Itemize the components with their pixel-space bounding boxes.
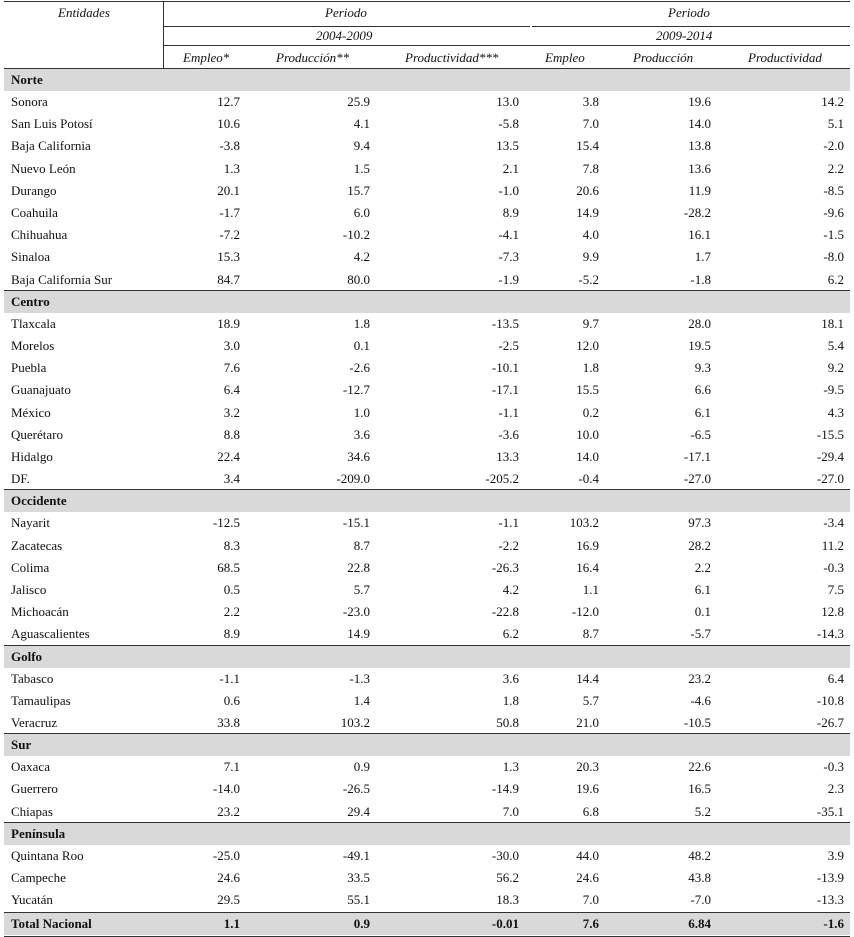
row-1-1-value-4: 19.5 <box>688 338 711 353</box>
row-0-7-value-3: 9.9 <box>582 249 599 264</box>
row-0-7-value-5: -8.0 <box>823 249 844 264</box>
col-header-productividad-1: Productividad*** <box>405 50 499 65</box>
row-0-6-value-4: 16.1 <box>688 227 711 242</box>
row-1-7-value-5: -27.0 <box>816 471 844 486</box>
row-2-4-entity: Michoacán <box>11 604 69 619</box>
row-5-0-value-1: -49.1 <box>342 848 370 863</box>
row-0-1-entity: San Luis Potosí <box>11 116 93 131</box>
row-4-0-value-4: 22.6 <box>688 759 711 774</box>
row-1-5-value-1: 3.6 <box>353 427 370 442</box>
row-4-0-value-2: 1.3 <box>502 759 519 774</box>
row-4-0-value-0: 7.1 <box>223 759 240 774</box>
row-0-4-value-4: 11.9 <box>688 183 711 198</box>
row-0-4-value-1: 15.7 <box>347 183 370 198</box>
row-0-7-value-4: 1.7 <box>694 249 711 264</box>
row-3-2-value-2: 50.8 <box>496 715 519 730</box>
row-0-3-value-2: 2.1 <box>502 161 519 176</box>
row-0-5-value-2: 8.9 <box>502 205 519 220</box>
row-3-2-entity: Veracruz <box>11 715 58 730</box>
row-1-1-value-3: 12.0 <box>576 338 599 353</box>
row-0-3-value-5: 2.2 <box>827 161 844 176</box>
row-0-8-value-5: 6.2 <box>827 272 844 287</box>
col-header-empleo-1: Empleo* <box>183 50 230 65</box>
row-2-5-value-0: 8.9 <box>223 626 240 641</box>
row-2-3-value-2: 4.2 <box>502 582 519 597</box>
row-2-0-value-3: 103.2 <box>569 515 599 530</box>
row-4-1-value-2: -14.9 <box>491 781 519 796</box>
row-2-2-value-4: 2.2 <box>694 560 711 575</box>
row-2-3-value-1: 5.7 <box>353 582 370 597</box>
row-4-0-value-5: -0.3 <box>823 759 844 774</box>
row-2-4-value-2: -22.8 <box>491 604 519 619</box>
row-0-3-value-4: 13.6 <box>688 161 711 176</box>
row-2-0-value-4: 97.3 <box>688 515 711 530</box>
row-1-6-value-1: 34.6 <box>347 449 370 464</box>
row-2-4-value-4: 0.1 <box>694 604 711 619</box>
row-2-4-value-0: 2.2 <box>223 604 240 619</box>
row-2-3-value-3: 1.1 <box>582 582 599 597</box>
row-5-0-value-4: 48.2 <box>688 848 711 863</box>
row-total-value-4: 6.84 <box>688 916 711 931</box>
row-0-1-value-3: 7.0 <box>582 116 599 131</box>
row-0-2-value-5: -2.0 <box>823 138 844 153</box>
periodo-right-header: Periodo <box>668 5 710 20</box>
row-0-2-entity: Baja California <box>11 138 91 153</box>
row-1-2-value-0: 7.6 <box>223 360 240 375</box>
row-1-3-value-1: -12.7 <box>342 382 370 397</box>
row-0-4-value-2: -1.0 <box>498 183 519 198</box>
row-0-5-value-0: -1.7 <box>219 205 240 220</box>
row-0-8-entity: Baja California Sur <box>11 272 113 287</box>
row-0-4-value-0: 20.1 <box>217 183 240 198</box>
row-2-1-entity: Zacatecas <box>11 538 63 553</box>
row-5-2-value-5: -13.3 <box>816 892 844 907</box>
row-1-2-entity: Puebla <box>11 360 47 375</box>
row-2-1-value-0: 8.3 <box>223 538 240 553</box>
row-0-7-value-0: 15.3 <box>217 249 240 264</box>
row-1-2-value-2: -10.1 <box>491 360 519 375</box>
row-2-0-value-2: -1.1 <box>498 515 519 530</box>
row-2-1-value-2: -2.2 <box>498 538 519 553</box>
row-3-1-value-2: 1.8 <box>502 693 519 708</box>
row-0-2-value-2: 13.5 <box>496 138 519 153</box>
row-5-2-value-1: 55.1 <box>347 892 370 907</box>
row-4-0-value-1: 0.9 <box>353 759 370 774</box>
row-2-0-value-1: -15.1 <box>342 515 370 530</box>
row-4-2-value-0: 23.2 <box>217 804 240 819</box>
row-0-1-value-5: 5.1 <box>827 116 844 131</box>
row-1-6-value-2: 13.3 <box>496 449 519 464</box>
row-0-1-value-1: 4.1 <box>353 116 370 131</box>
row-1-2-value-1: -2.6 <box>349 360 370 375</box>
period-left-rule <box>163 26 530 27</box>
row-total-value-1: 0.9 <box>353 916 370 931</box>
row-4-1-value-4: 16.5 <box>688 781 711 796</box>
row-1-5-value-5: -15.5 <box>816 427 844 442</box>
row-1-0-value-0: 18.9 <box>217 316 240 331</box>
row-2-5-value-1: 14.9 <box>347 626 370 641</box>
row-0-3-value-3: 7.8 <box>582 161 599 176</box>
row-1-3-value-2: -17.1 <box>491 382 519 397</box>
row-3-1-value-1: 1.4 <box>353 693 370 708</box>
row-1-7-entity: DF. <box>11 471 30 486</box>
region-1-label: Centro <box>11 293 50 309</box>
row-0-6-entity: Chihuahua <box>11 227 68 242</box>
row-1-2-value-3: 1.8 <box>582 360 599 375</box>
row-1-0-value-5: 18.1 <box>821 316 844 331</box>
row-4-2-entity: Chiapas <box>11 804 53 819</box>
row-3-2-value-0: 33.8 <box>217 715 240 730</box>
row-0-8-value-2: -1.9 <box>498 272 519 287</box>
row-3-0-value-0: -1.1 <box>219 671 240 686</box>
row-3-2-value-4: -10.5 <box>683 715 711 730</box>
row-0-4-value-3: 20.6 <box>576 183 599 198</box>
row-0-6-value-5: -1.5 <box>823 227 844 242</box>
row-4-2-value-1: 29.4 <box>347 804 370 819</box>
row-2-2-value-5: -0.3 <box>823 560 844 575</box>
row-3-1-value-0: 0.6 <box>223 693 240 708</box>
row-3-0-value-1: -1.3 <box>349 671 370 686</box>
row-3-2-value-1: 103.2 <box>340 715 370 730</box>
row-3-2-value-5: -26.7 <box>816 715 844 730</box>
row-5-2-value-0: 29.5 <box>217 892 240 907</box>
region-5-label: Península <box>11 825 66 841</box>
row-2-0-value-0: -12.5 <box>212 515 240 530</box>
row-2-3-entity: Jalisco <box>11 582 47 597</box>
row-4-0-value-3: 20.3 <box>576 759 599 774</box>
row-3-0-value-2: 3.6 <box>502 671 519 686</box>
row-1-5-value-2: -3.6 <box>498 427 519 442</box>
row-1-0-value-2: -13.5 <box>491 316 519 331</box>
row-5-0-value-3: 44.0 <box>576 848 599 863</box>
row-0-5-entity: Coahuila <box>11 205 58 220</box>
row-1-0-value-4: 28.0 <box>688 316 711 331</box>
col-header-produccion-2: Producción <box>633 50 694 65</box>
row-1-4-entity: México <box>11 405 51 420</box>
row-1-4-value-1: 1.0 <box>353 405 370 420</box>
row-0-0-value-4: 19.6 <box>688 94 711 109</box>
region-0-band <box>4 69 850 91</box>
row-1-7-value-4: -27.0 <box>683 471 711 486</box>
col-header-productividad-2: Productividad <box>748 50 822 65</box>
row-1-0-entity: Tlaxcala <box>11 316 56 331</box>
row-2-2-entity: Colima <box>11 560 50 575</box>
row-total-value-0: 1.1 <box>223 916 240 931</box>
row-2-5-value-2: 6.2 <box>502 626 519 641</box>
row-5-0-value-0: -25.0 <box>212 848 240 863</box>
row-5-2-value-2: 18.3 <box>496 892 519 907</box>
range-rule <box>163 45 850 46</box>
row-0-5-value-5: -9.6 <box>823 205 844 220</box>
row-3-1-value-4: -4.6 <box>690 693 711 708</box>
row-1-2-value-5: 9.2 <box>827 360 844 375</box>
region-0-label: Norte <box>11 72 43 87</box>
row-1-6-value-4: -17.1 <box>683 449 711 464</box>
row-1-5-value-0: 8.8 <box>223 427 240 442</box>
entidades-header: Entidades <box>58 5 110 20</box>
row-2-3-value-5: 7.5 <box>827 582 844 597</box>
row-0-8-value-4: -1.8 <box>690 272 711 287</box>
row-1-2-value-4: 9.3 <box>694 360 711 375</box>
row-1-6-entity: Hidalgo <box>11 449 53 464</box>
row-4-1-value-3: 19.6 <box>576 781 599 796</box>
row-2-5-value-5: -14.3 <box>816 626 844 641</box>
row-0-0-entity: Sonora <box>11 94 48 109</box>
row-0-0-value-2: 13.0 <box>496 94 519 109</box>
region-4-label: Sur <box>11 737 32 753</box>
row-1-7-value-1: -209.0 <box>336 471 370 486</box>
row-0-6-value-1: -10.2 <box>342 227 370 242</box>
col-header-produccion-1: Producción** <box>276 50 350 65</box>
row-2-3-value-0: 0.5 <box>223 582 240 597</box>
row-3-0-value-5: 6.4 <box>827 671 844 686</box>
row-4-1-value-0: -14.0 <box>212 781 240 796</box>
row-0-2-value-4: 13.8 <box>688 138 711 153</box>
row-1-1-value-2: -2.5 <box>498 338 519 353</box>
row-4-1-value-1: -26.5 <box>342 781 370 796</box>
row-0-0-value-0: 12.7 <box>217 94 240 109</box>
row-2-3-value-4: 6.1 <box>694 582 711 597</box>
row-2-1-value-3: 16.9 <box>576 538 599 553</box>
row-1-3-value-0: 6.4 <box>223 382 240 397</box>
row-5-2-entity: Yucatán <box>11 892 53 907</box>
row-4-2-value-2: 7.0 <box>502 804 519 819</box>
row-0-8-value-0: 84.7 <box>217 272 240 287</box>
region-3-band <box>4 646 850 668</box>
row-4-1-value-5: 2.3 <box>827 781 844 796</box>
row-1-4-value-3: 0.2 <box>582 405 599 420</box>
row-3-1-value-5: -10.8 <box>816 693 844 708</box>
row-0-0-value-1: 25.9 <box>347 94 370 109</box>
column-separator <box>163 1 164 68</box>
row-5-1-value-1: 33.5 <box>347 870 370 885</box>
range-left-header: 2004-2009 <box>316 28 373 43</box>
row-2-1-value-1: 8.7 <box>353 538 370 553</box>
row-total-value-2: -0.01 <box>491 916 519 931</box>
row-5-0-value-2: -30.0 <box>491 848 519 863</box>
row-2-5-value-3: 8.7 <box>582 626 599 641</box>
row-1-1-value-1: 0.1 <box>353 338 370 353</box>
row-2-4-value-5: 12.8 <box>821 604 844 619</box>
row-0-2-value-3: 15.4 <box>576 138 599 153</box>
region-3-label: Golfo <box>11 648 43 664</box>
row-2-1-value-5: 11.2 <box>821 538 844 553</box>
period-right-rule <box>532 26 850 27</box>
row-5-0-entity: Quintana Roo <box>11 848 84 863</box>
row-0-6-value-2: -4.1 <box>498 227 519 242</box>
row-1-6-value-5: -29.4 <box>816 449 844 464</box>
row-1-3-value-4: 6.6 <box>694 382 711 397</box>
row-1-3-entity: Guanajuato <box>11 382 71 397</box>
row-0-5-value-4: -28.2 <box>683 205 711 220</box>
range-right-header: 2009-2014 <box>656 28 713 43</box>
row-5-1-value-2: 56.2 <box>496 870 519 885</box>
row-0-7-value-2: -7.3 <box>498 249 519 264</box>
row-2-4-value-3: -12.0 <box>571 604 599 619</box>
row-2-2-value-2: -26.3 <box>491 560 519 575</box>
row-1-1-value-0: 3.0 <box>223 338 240 353</box>
row-0-1-value-4: 14.0 <box>688 116 711 131</box>
region-2-label: Occidente <box>11 493 67 509</box>
row-1-6-value-0: 22.4 <box>217 449 240 464</box>
region-1-band <box>4 291 850 313</box>
row-2-5-value-4: -5.7 <box>690 626 711 641</box>
row-5-1-value-4: 43.8 <box>688 870 711 885</box>
row-4-2-value-3: 6.8 <box>582 804 599 819</box>
region-5-band <box>4 823 850 845</box>
row-0-1-value-0: 10.6 <box>217 116 240 131</box>
row-1-0-value-1: 1.8 <box>353 316 370 331</box>
region-4-band <box>4 734 850 756</box>
row-1-5-entity: Querétaro <box>11 427 63 442</box>
row-0-5-value-3: 14.9 <box>576 205 599 220</box>
periodo-left-header: Periodo <box>325 5 367 20</box>
row-0-2-value-0: -3.8 <box>219 138 240 153</box>
row-5-2-value-3: 7.0 <box>582 892 599 907</box>
row-total-value-3: 7.6 <box>582 916 599 931</box>
row-2-2-value-1: 22.8 <box>347 560 370 575</box>
row-4-1-entity: Guerrero <box>11 781 58 796</box>
row-0-0-value-5: 14.2 <box>821 94 844 109</box>
row-total-value-5: -1.6 <box>823 916 844 931</box>
row-5-2-value-4: -7.0 <box>690 892 711 907</box>
row-4-2-value-4: 5.2 <box>694 804 711 819</box>
row-1-4-value-2: -1.1 <box>498 405 519 420</box>
row-5-1-value-0: 24.6 <box>217 870 240 885</box>
row-4-2-value-5: -35.1 <box>816 804 844 819</box>
row-0-8-value-3: -5.2 <box>578 272 599 287</box>
row-0-3-value-1: 1.5 <box>353 161 370 176</box>
row-1-0-value-3: 9.7 <box>582 316 599 331</box>
row-0-4-entity: Durango <box>11 183 57 198</box>
row-2-2-value-3: 16.4 <box>576 560 599 575</box>
row-3-0-value-4: 23.2 <box>688 671 711 686</box>
row-0-4-value-5: -8.5 <box>823 183 844 198</box>
row-0-1-value-2: -5.8 <box>498 116 519 131</box>
row-3-0-value-3: 14.4 <box>576 671 599 686</box>
row-0-7-entity: Sinaloa <box>11 249 50 264</box>
row-1-1-value-5: 5.4 <box>827 338 844 353</box>
row-0-6-value-0: -7.2 <box>219 227 240 242</box>
row-1-7-value-2: -205.2 <box>485 471 519 486</box>
row-0-2-value-1: 9.4 <box>353 138 370 153</box>
row-0-7-value-1: 4.2 <box>353 249 370 264</box>
row-0-0-value-3: 3.8 <box>582 94 599 109</box>
row-5-1-value-3: 24.6 <box>576 870 599 885</box>
row-0-3-entity: Nuevo León <box>11 161 76 176</box>
row-0-5-value-1: 6.0 <box>353 205 370 220</box>
row-total-entity: Total Nacional <box>11 916 92 931</box>
row-3-1-value-3: 5.7 <box>582 693 599 708</box>
row-5-1-value-5: -13.9 <box>816 870 844 885</box>
row-5-0-value-5: 3.9 <box>827 848 844 863</box>
row-1-6-value-3: 14.0 <box>576 449 599 464</box>
row-1-3-value-3: 15.5 <box>576 382 599 397</box>
row-1-4-value-5: 4.3 <box>827 405 844 420</box>
region-2-band <box>4 490 850 512</box>
row-2-4-value-1: -23.0 <box>342 604 370 619</box>
row-1-1-entity: Morelos <box>11 338 55 353</box>
total-band <box>4 913 850 935</box>
row-0-3-value-0: 1.3 <box>223 161 240 176</box>
row-2-2-value-0: 68.5 <box>217 560 240 575</box>
row-1-4-value-4: 6.1 <box>694 405 711 420</box>
row-1-5-value-4: -6.5 <box>690 427 711 442</box>
row-1-3-value-5: -9.5 <box>823 382 844 397</box>
row-3-1-entity: Tamaulipas <box>11 693 71 708</box>
row-2-5-entity: Aguascalientes <box>11 626 90 641</box>
row-1-5-value-3: 10.0 <box>576 427 599 442</box>
row-3-0-entity: Tabasco <box>11 671 54 686</box>
row-0-8-value-1: 80.0 <box>347 272 370 287</box>
row-4-0-entity: Oaxaca <box>11 759 50 774</box>
row-1-7-value-3: -0.4 <box>578 471 599 486</box>
row-3-2-value-3: 21.0 <box>576 715 599 730</box>
row-2-1-value-4: 28.2 <box>688 538 711 553</box>
top-rule <box>4 1 850 2</box>
row-5-1-entity: Campeche <box>11 870 66 885</box>
row-2-0-value-5: -3.4 <box>823 515 844 530</box>
row-0-6-value-3: 4.0 <box>582 227 599 242</box>
row-1-4-value-0: 3.2 <box>223 405 240 420</box>
col-header-empleo-2: Empleo <box>545 50 585 65</box>
row-2-0-entity: Nayarit <box>11 515 50 530</box>
row-1-7-value-0: 3.4 <box>223 471 240 486</box>
